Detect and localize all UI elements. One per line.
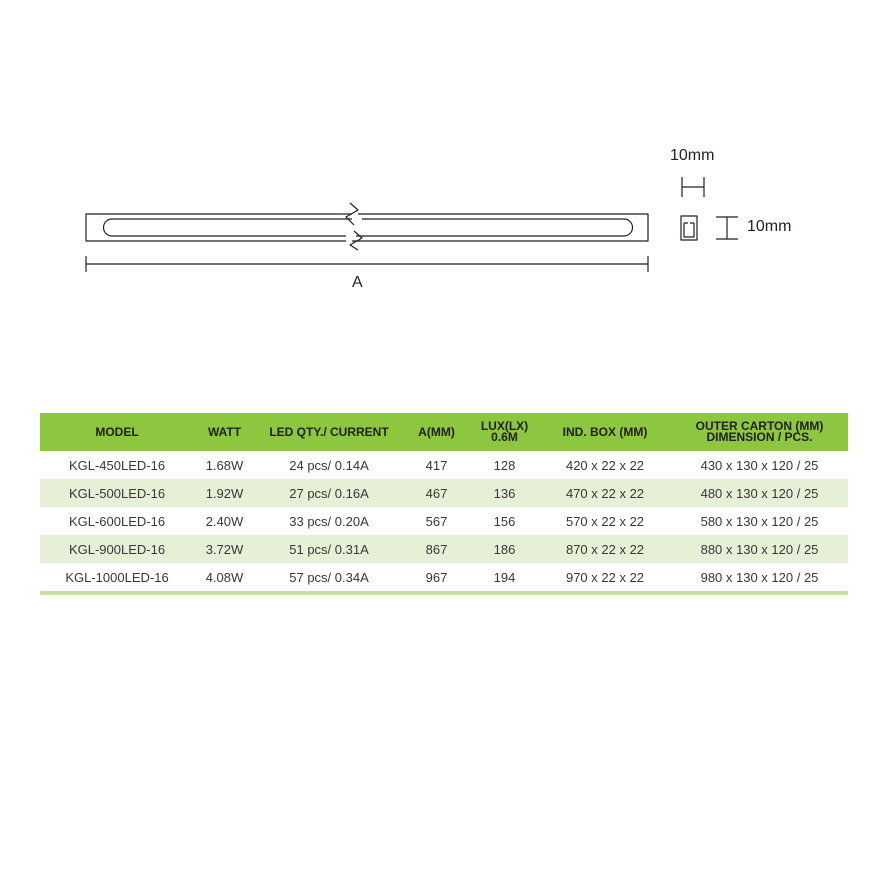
width-dimension-marker (682, 177, 704, 197)
header-lux-line2: 0.6M (491, 430, 518, 444)
cell-led: 27 pcs/ 0.16A (255, 479, 403, 507)
header-ind-box: IND. BOX (MM) (539, 413, 671, 451)
cell-lux: 156 (493, 513, 516, 529)
header-lux (470, 413, 539, 451)
cell-watt: 3.72W (194, 535, 255, 563)
cell-box: 570 x 22 x 22 (565, 513, 645, 529)
cell-a: 567 (425, 513, 448, 529)
header-model: MODEL (40, 413, 194, 451)
width-dimension-label: 10mm (670, 147, 715, 164)
footer-bar-cell (40, 591, 848, 595)
cell-carton: 880 x 130 x 120 / 25 (671, 535, 848, 563)
cell-watt: 2.40W (205, 513, 244, 529)
cell-led: 57 pcs/ 0.34A (289, 569, 369, 585)
spec-table (40, 413, 848, 595)
header-watt: WATT (194, 413, 255, 451)
cell-led: 33 pcs/ 0.20A (289, 513, 369, 529)
table-row (40, 479, 848, 507)
profile-inner (684, 223, 694, 237)
header-carton-line2: DIMENSION / PCS. (706, 430, 813, 444)
cell-a: 467 (403, 479, 470, 507)
cell-watt: 4.08W (205, 569, 244, 585)
cell-lux: 194 (493, 569, 516, 585)
cell-a: 417 (425, 457, 448, 473)
cell-a: 967 (425, 569, 448, 585)
header-outer-carton (671, 413, 848, 451)
cell-box: 470 x 22 x 22 (539, 479, 671, 507)
cell-box: 420 x 22 x 22 (565, 457, 645, 473)
cell-model: KGL-500LED-16 (40, 479, 194, 507)
cell-lux: 128 (493, 457, 516, 473)
cell-carton: 580 x 130 x 120 / 25 (700, 513, 819, 529)
cell-lux: 186 (470, 535, 539, 563)
table-footer-bar (40, 591, 848, 595)
cell-watt: 1.92W (194, 479, 255, 507)
cell-box: 970 x 22 x 22 (565, 569, 645, 585)
height-dimension-marker (716, 217, 738, 239)
cell-led: 24 pcs/ 0.14A (289, 457, 369, 473)
tube-right-outline (352, 214, 648, 241)
height-dimension-label: 10mm (747, 218, 792, 235)
header-a: A(MM) (403, 413, 470, 451)
tube-left-inner (104, 219, 353, 236)
cell-lux: 136 (470, 479, 539, 507)
table-row (40, 563, 848, 591)
cell-model: KGL-1000LED-16 (65, 569, 169, 585)
cell-model: KGL-900LED-16 (40, 535, 194, 563)
cell-carton: 980 x 130 x 120 / 25 (700, 569, 819, 585)
table-row (40, 535, 848, 563)
length-dimension-label: A (352, 274, 363, 291)
table-header-row (40, 413, 848, 451)
product-drawing (0, 0, 886, 330)
cell-box: 870 x 22 x 22 (539, 535, 671, 563)
cell-a: 867 (403, 535, 470, 563)
length-dimension-line (86, 256, 648, 272)
header-led-qty-current: LED QTY./ CURRENT (255, 413, 403, 451)
table-row (40, 507, 848, 535)
cell-model: KGL-450LED-16 (68, 457, 166, 473)
tube-left-outline (86, 214, 352, 241)
cell-watt: 1.68W (205, 457, 244, 473)
tube-right-inner (356, 219, 633, 236)
cell-carton: 480 x 130 x 120 / 25 (671, 479, 848, 507)
table-row (40, 451, 848, 479)
cell-carton: 430 x 130 x 120 / 25 (700, 457, 819, 473)
header-carton-line1: OUTER CARTON (MM) (695, 419, 824, 433)
header-lux-line1: LUX(LX) (480, 419, 529, 433)
cell-model: KGL-600LED-16 (68, 513, 166, 529)
cell-led: 51 pcs/ 0.31A (255, 535, 403, 563)
